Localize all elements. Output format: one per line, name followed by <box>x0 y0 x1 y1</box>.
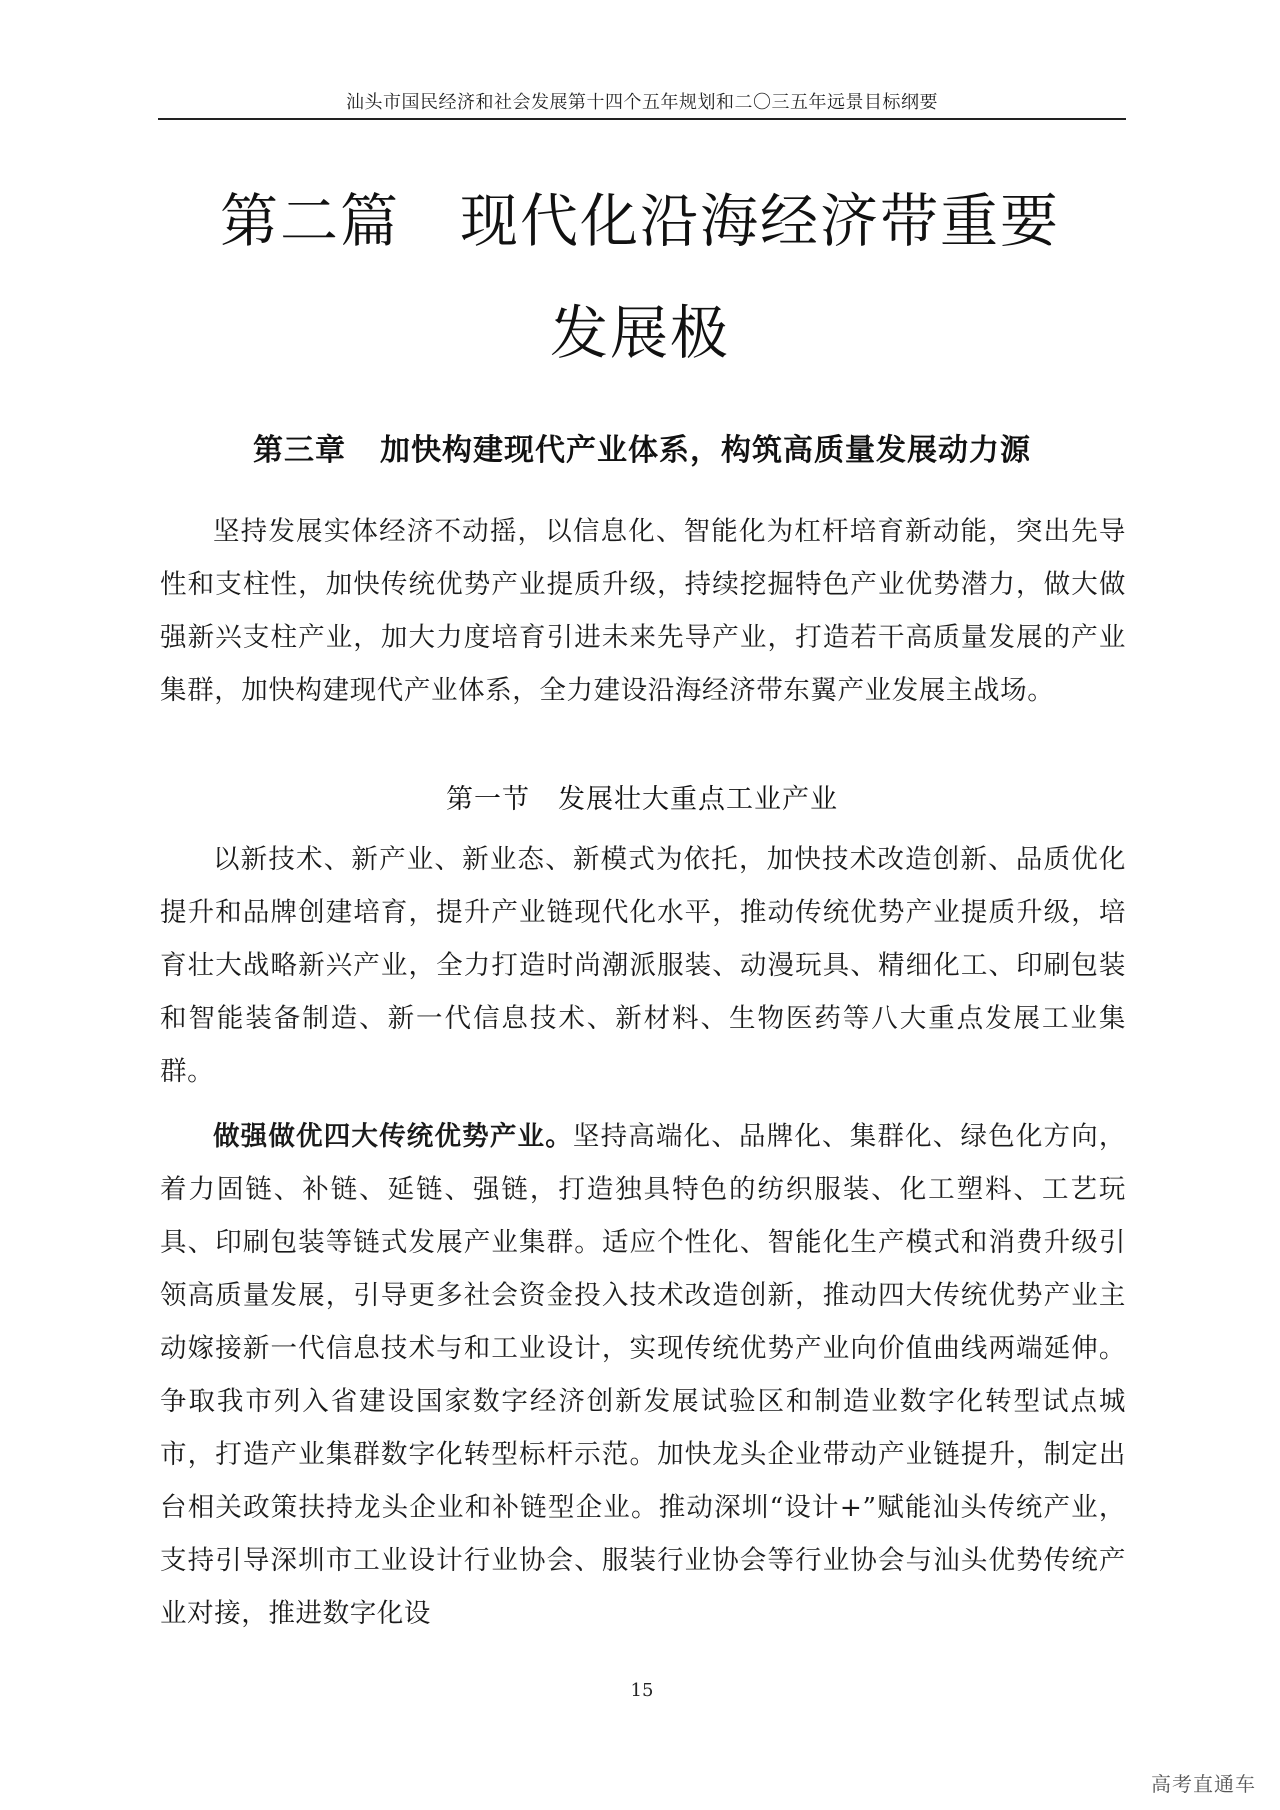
part-title-text: 现代化沿海经济带重要 <box>460 187 1061 255</box>
header-divider <box>158 118 1126 120</box>
section-label: 第一节 <box>446 784 530 815</box>
paragraph-body-text: 坚持高端化、品牌化、集群化、绿色化方向，着力固链、补链、延链、强链，打造独具特色的纺织服装、化工塑料、工艺玩具、印刷包装等链式发展产业集群。适应个性化、智能化生产模式和消费升级引领高质量发展，引导更多社会资金投入技术改造创新，推动四大传统优势产业主动嫁接新一代信息技术与和工业设计，实现传统优势产业向价值曲线两端延伸。争取我市列入省建设国家数字经济创新发展试验区和制造业数字化转型试点城市，打造产业集群数字化转型标杆示范。加快龙头企业带动产业链提升，制定出台相关政策扶持龙头企业和补链型企业。推动深圳“设计+”赋能汕头传统产业，支持引导深圳市工业设计行业协会、服装行业协会等行业协会与汕头优势传统产业对接，推进数字化设 <box>160 1121 1127 1629</box>
part-title-line-2: 发展极 <box>549 299 730 367</box>
chapter-intro-paragraph: 坚持发展实体经济不动摇，以信息化、智能化为杠杆培育新动能，突出先导性和支柱性，加快传统优势产业提质升级，持续挖掘特色产业优势潜力，做大做强新兴支柱产业，加大力度培育引进未来先导产业，打造若干高质量发展的产业集群，加快构建现代产业体系，全力建设沿海经济带东翼产业发展主战场。 <box>160 516 1126 706</box>
part-label: 第二篇 <box>219 187 400 255</box>
section-title-text: 发展壮大重点工业产业 <box>558 784 838 815</box>
chapter-title-text: 加快构建现代产业体系，构筑高质量发展动力源 <box>380 433 1031 468</box>
section-title <box>158 777 1126 816</box>
paragraph-lead-heading: 做强做优四大传统优势产业。 <box>213 1121 573 1152</box>
part-title <box>120 165 1160 389</box>
running-header: 汕头市国民经济和社会发展第十四个五年规划和二〇三五年远景目标纲要 <box>346 92 938 113</box>
part-title-line-1 <box>120 165 1160 277</box>
chapter-label: 第三章 <box>253 433 346 468</box>
page-number: 15 <box>630 1680 654 1701</box>
chapter-title <box>158 425 1126 469</box>
traditional-industries-paragraph <box>160 1110 1126 1640</box>
watermark: 高考直通车 <box>1151 1772 1256 1796</box>
section-intro-paragraph: 以新技术、新产业、新业态、新模式为依托，加快技术改造创新、品质优化提升和品牌创建培育，提升产业链现代化水平，推动传统优势产业提质升级，培育壮大战略新兴产业，全力打造时尚潮派服装、动漫玩具、精细化工、印刷包装和智能装备制造、新一代信息技术、新材料、生物医药等八大重点发展工业集群。 <box>160 844 1126 1087</box>
